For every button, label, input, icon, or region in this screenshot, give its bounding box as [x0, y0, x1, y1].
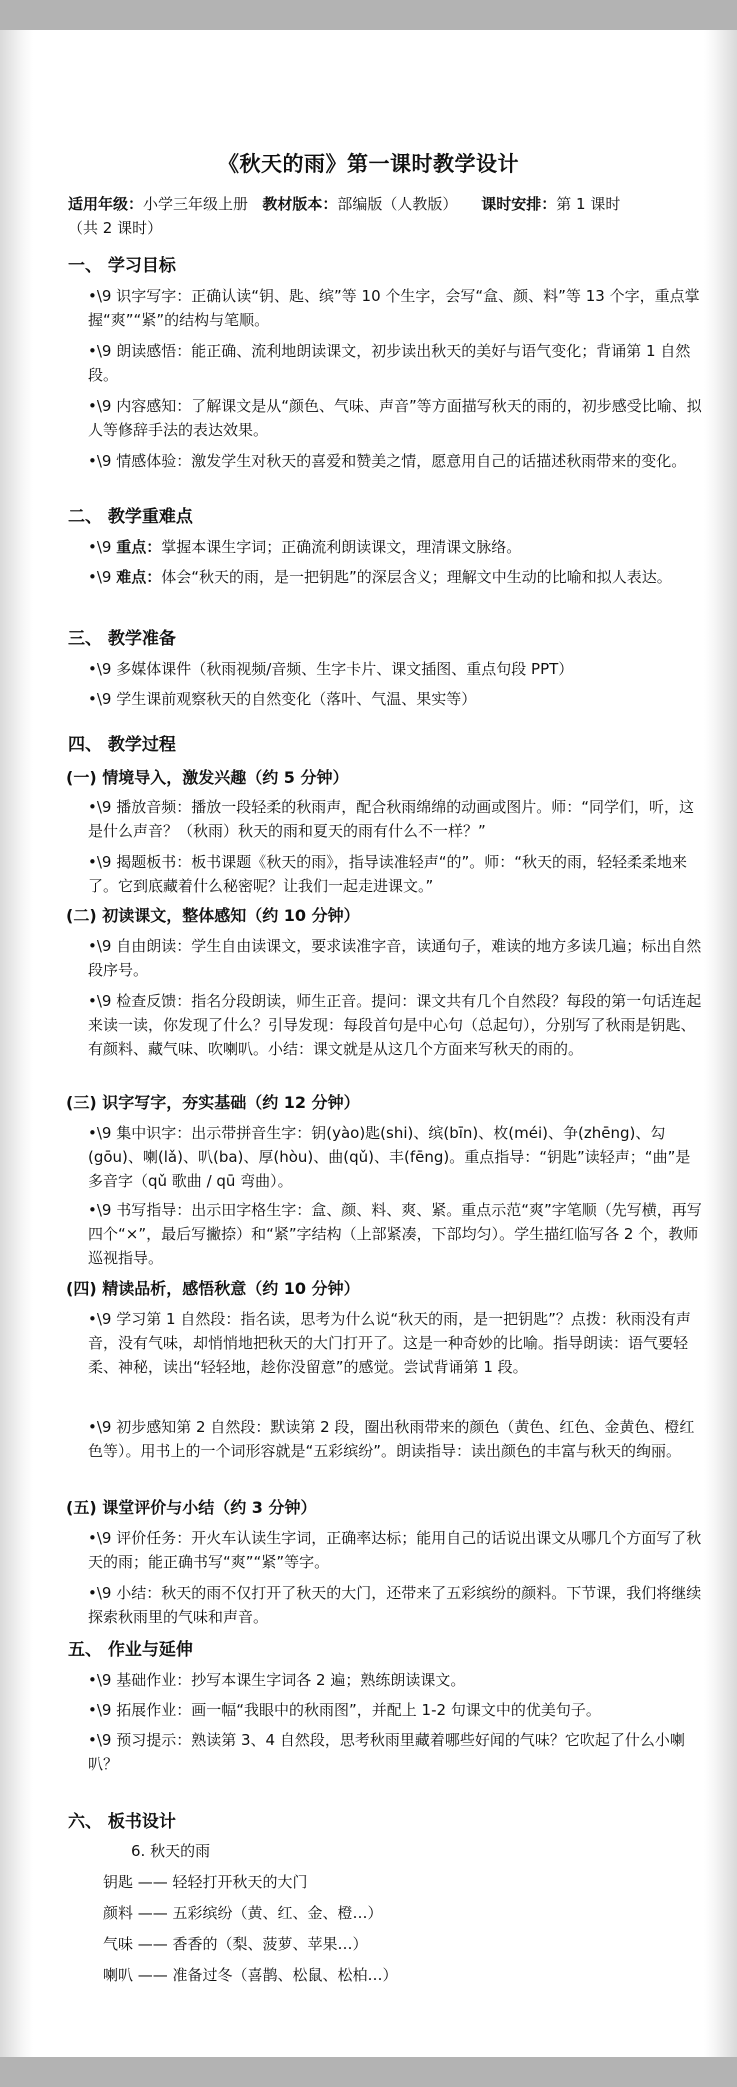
- section-heading-homework: 五、 作业与延伸: [68, 1640, 193, 1660]
- list-item: •\9 揭题板书：板书课题《秋天的雨》，指导读准轻声“的”。师：“秋天的雨，轻轻柔柔地来了。它到底藏着什么秘密呢？让我们一起走进课文。”: [88, 853, 688, 895]
- list-item: •\9 识字写字：正确认读“钥、匙、缤”等 10 个生字，会写“盒、颜、料”等 13 个字，重点掌握“爽”“紧”的结构与笔顺。: [88, 287, 700, 329]
- list-item: •\9 评价任务：开火车认读生字词，正确率达标；能用自己的话说出课文从哪几个方面写了秋天的雨；能正确书写“爽”“紧”等字。: [88, 1529, 702, 1571]
- list-item: •\9 学习第 1 自然段：指名读，思考为什么说“秋天的雨，是一把钥匙”？点拨：秋雨没有声音，没有气味，却悄悄地把秋天的大门打开了。这是一种奇妙的比喻。指导朗读：语气要轻柔、神秘，读出“轻轻地，趁你没留意”的感觉。尝试背诵第 1 段。: [88, 1310, 691, 1376]
- list-item: •\9 朗读感悟：能正确、流利地朗读课文，初步读出秋天的美好与语气变化；背诵第 1 自然段。: [88, 342, 691, 384]
- page-shadow-right: [704, 30, 737, 2057]
- list-item: •\9 拓展作业：画一幅“我眼中的秋雨图”，并配上 1-2 句课文中的优美句子。: [88, 1701, 601, 1719]
- viewer-bottom-bar: [0, 2057, 737, 2087]
- grade-value: 小学三年级上册: [143, 195, 249, 213]
- list-item: •\9 集中识字：出示带拼音生字：钥(yào)匙(shi)、缤(bīn)、枚(méi)、争(zhēng)、勾(gōu)、喇(lǎ)、叭(ba)、厚(hòu)、曲(qǔ)、丰(fēng)。重点指导：“钥匙”读轻声；“曲”是多音字（qǔ 歌曲 / qū 弯曲）。: [88, 1124, 691, 1190]
- list-item: •\9 情感体验：激发学生对秋天的喜爱和赞美之情，愿意用自己的话描述秋雨带来的变化。: [88, 452, 687, 470]
- edition-label: 教材版本：: [262, 195, 338, 213]
- schedule-note: （共 2 课时）: [68, 219, 163, 237]
- viewer-top-bar: [0, 0, 737, 30]
- board-line: 钥匙 —— 轻轻打开秋天的大门: [103, 1873, 308, 1891]
- section-heading-preparation: 三、 教学准备: [68, 629, 176, 649]
- list-item: •\9 检查反馈：指名分段朗读，师生正音。提问：课文共有几个自然段？每段的第一句话连起来读一读，你发现了什么？引导发现：每段首句是中心句（总起句），分别写了秋雨是钥匙、有颜料、藏气味、吹喇叭。小结：课文就是从这几个方面来写秋天的雨的。: [88, 992, 702, 1058]
- section-heading-board: 六、 板书设计: [68, 1812, 176, 1832]
- subsection-heading: (三) 识字写字，夯实基础（约 12 分钟）: [66, 1093, 360, 1112]
- subsection-heading: (四) 精读品析，感悟秋意（约 10 分钟）: [66, 1279, 360, 1298]
- list-item: •\9 基础作业：抄写本课生字词各 2 遍；熟练朗读课文。: [88, 1671, 466, 1689]
- list-item: •\9 初步感知第 2 自然段：默读第 2 段，圈出秋雨带来的颜色（黄色、红色、金黄色、橙红色等）。用书上的一个词形容就是“五彩缤纷”。朗读指导：读出颜色的丰富与秋天的绚丽。: [88, 1418, 695, 1460]
- list-item: •\9 内容感知：了解课文是从“颜色、气味、声音”等方面描写秋天的雨的，初步感受比喻、拟人等修辞手法的表达效果。: [88, 397, 702, 439]
- schedule-value: 第 1 课时: [556, 195, 621, 213]
- list-item: •\9 书写指导：出示田字格生字：盒、颜、料、爽、紧。重点示范“爽”字笔顺（先写横，再写四个“×”，最后写撇捺）和“紧”字结构（上部紧凑，下部均匀）。学生描红临写各 2 个，教师巡视指导。: [88, 1201, 702, 1267]
- schedule-label: 课时安排：: [481, 195, 557, 213]
- board-line: 喇叭 —— 准备过冬（喜鹊、松鼠、松柏…）: [103, 1966, 398, 1984]
- edition-value: 部编版（人教版）: [337, 195, 458, 213]
- board-line: 气味 —— 香香的（梨、菠萝、苹果…）: [103, 1935, 368, 1953]
- list-item: •\9 多媒体课件（秋雨视频/音频、生字卡片、课文插图、重点句段 PPT）: [88, 660, 574, 678]
- board-title: 6. 秋天的雨: [131, 1842, 211, 1860]
- list-item: •\9 小结：秋天的雨不仅打开了秋天的大门，还带来了五彩缤纷的颜料。下节课，我们将继续探索秋雨里的气味和声音。: [88, 1584, 702, 1626]
- subsection-heading: (五) 课堂评价与小结（约 3 分钟）: [66, 1498, 317, 1517]
- list-item: •\9 播放音频：播放一段轻柔的秋雨声，配合秋雨绵绵的动画或图片。师：“同学们，听，这是什么声音？（秋雨）秋天的雨和夏天的雨有什么不一样？”: [88, 798, 695, 840]
- grade-label: 适用年级：: [68, 195, 144, 213]
- list-item: •\9 学生课前观察秋天的自然变化（落叶、气温、果实等）: [88, 690, 477, 708]
- document-page: [33, 30, 704, 2057]
- section-heading-key-points: 二、 教学重难点: [68, 507, 193, 527]
- subsection-heading: (一) 情境导入，激发兴趣（约 5 分钟）: [66, 768, 349, 787]
- page-title: 《秋天的雨》第一课时教学设计: [218, 152, 519, 176]
- list-item: •\9 预习提示：熟读第 3、4 自然段，思考秋雨里藏着哪些好闻的气味？它吹起了什么小喇叭？: [88, 1731, 685, 1773]
- section-heading-objectives: 一、 学习目标: [68, 256, 176, 276]
- page-shadow-left: [0, 30, 33, 2057]
- subsection-heading: (二) 初读课文，整体感知（约 10 分钟）: [66, 906, 360, 925]
- board-line: 颜料 —— 五彩缤纷（黄、红、金、橙…）: [103, 1904, 383, 1922]
- list-item: •\9 重点：掌握本课生字词；正确流利朗读课文，理清课文脉络。: [88, 538, 522, 556]
- list-item: •\9 自由朗读：学生自由读课文，要求读准字音，读通句子，难读的地方多读几遍；标出自然段序号。: [88, 937, 702, 979]
- course-meta: [68, 192, 688, 240]
- list-item: •\9 难点：体会“秋天的雨，是一把钥匙”的深层含义；理解文中生动的比喻和拟人表达。: [88, 568, 672, 586]
- section-heading-process: 四、 教学过程: [68, 735, 176, 755]
